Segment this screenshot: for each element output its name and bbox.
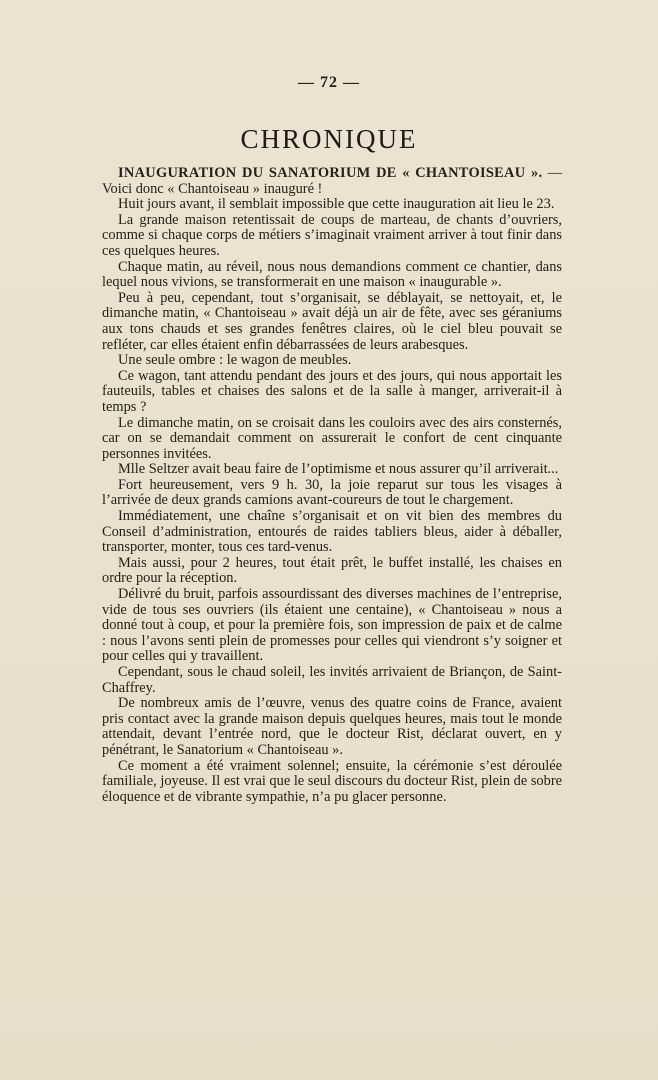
article-body: [102, 166, 562, 805]
article-heading-paragraph: [102, 166, 562, 197]
paragraph: Mlle Seltzer avait beau faire de l’optimisme et nous assurer qu’il arriverait...: [118, 461, 559, 478]
paragraph: Cependant, sous le chaud soleil, les invités arrivaient de Briançon, de Saint-Chaffrey.: [102, 664, 562, 696]
article-heading: INAUGURATION DU SANATORIUM DE « CHANTOISEAU ».: [118, 165, 543, 181]
paragraph: Fort heureusement, vers 9 h. 30, la joie reparut sur tous les visages à l’arrivée de deux grands camions avant-coureurs de tout le chargement.: [102, 476, 562, 509]
paragraph: Peu à peu, cependant, tout s’organisait, se déblayait, se nettoyait, et, le dimanche matin, « Chantoiseau » avait déjà un air de fête, avec ses géraniums aux tons chauds et ses grandes fenêtres claires, où le ciel bleu pouvait se refléter, car elles étaient enfin débarrassées de leurs arabesques.: [102, 289, 562, 353]
paragraph: Ce moment a été vraiment solennel; ensuite, la cérémonie s’est déroulée familiale, joyeuse. Il est vrai que le seul discours du docteur Rist, plein de sobre éloquence et de vibrante sympathie, n’a pu glacer personne.: [102, 757, 562, 805]
page-number: — 72 —: [298, 74, 360, 91]
paragraph: Le dimanche matin, on se croisait dans les couloirs avec des airs consternés, car on se demandait comment on assurerait le confort de cent cinquante personnes invitées.: [102, 414, 562, 462]
paragraph: Chaque matin, au réveil, nous nous demandions comment ce chantier, dans lequel nous vivions, se transformerait en une maison « inaugurable ».: [102, 258, 562, 291]
paragraph: Mais aussi, pour 2 heures, tout était prêt, le buffet installé, les chaises en ordre pour la réception.: [102, 554, 562, 587]
paragraph: Huit jours avant, il semblait impossible que cette inauguration ait lieu le 23.: [118, 196, 555, 213]
paragraph: Immédiatement, une chaîne s’organisait et on vit bien des membres du Conseil d’administration, entourés de raides tabliers bleus, aider à déballer, transporter, monter, tous ces tard-venus.: [102, 508, 562, 556]
article-lead: — Voici donc « Chantoiseau » inauguré !: [102, 165, 562, 197]
paragraph: Une seule ombre : le wagon de meubles.: [118, 352, 352, 369]
paragraph: La grande maison retentissait de coups de marteau, de chants d’ouvriers, comme si chaque corps de métiers s’imaginait vraiment arriver à tout finir dans ces quelques heures.: [102, 211, 562, 259]
section-title: CHRONIQUE: [240, 124, 418, 154]
paragraph: De nombreux amis de l’œuvre, venus des quatre coins de France, avaient pris contact avec la grande maison depuis quelques heures, mais tout le monde attendait, devant l’entrée nord, que le docteur Rist, déclarat ouvert, en y pénétrant, le Sanatorium « Chantoiseau ».: [102, 695, 562, 758]
paragraph: Ce wagon, tant attendu pendant des jours et des jours, qui nous apportait les fauteuils, tables et chaises des salons et de la salle à manger, arriverait-il à temps ?: [102, 367, 562, 415]
paragraph: Délivré du bruit, parfois assourdissant des diverses machines de l’entreprise, vide de tous ses ouvriers (ils étaient une centaine), « Chantoiseau » nous a donné tout à coup, et pour la première fois, son impression de paix et de calme : nous l’avons senti plein de promesses pour celles qui viendront s’y soigner et pour celles qui y travaillent.: [102, 586, 562, 665]
